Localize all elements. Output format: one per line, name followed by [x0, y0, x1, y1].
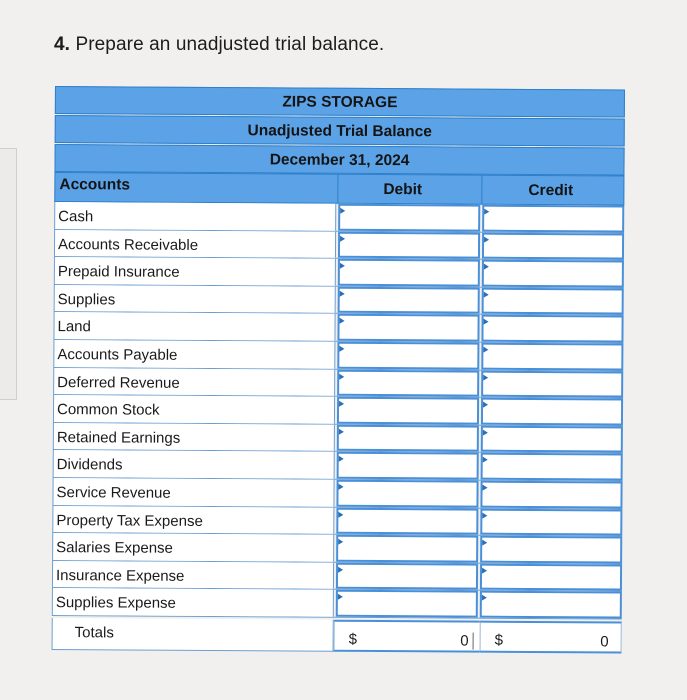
account-name: Insurance Expense [52, 561, 334, 589]
account-row [53, 340, 623, 371]
credit-input[interactable] [480, 481, 622, 508]
credit-input[interactable] [481, 425, 623, 452]
credit-input[interactable] [482, 260, 624, 287]
account-name: Retained Earnings [53, 423, 335, 451]
account-row [53, 395, 623, 426]
account-row [54, 230, 624, 261]
credit-total-currency: $ [494, 631, 504, 649]
account-name: Prepaid Insurance [54, 257, 336, 285]
account-name: Accounts Payable [53, 340, 335, 368]
debit-input[interactable] [338, 231, 480, 258]
accounts-column-header: Accounts [59, 176, 131, 194]
totals-row [52, 618, 622, 653]
credit-input[interactable] [481, 398, 623, 425]
credit-input[interactable] [482, 287, 624, 314]
company-name: ZIPS STORAGE [55, 86, 625, 117]
debit-input[interactable] [337, 369, 479, 396]
debit-input[interactable] [336, 562, 478, 589]
credit-input[interactable] [480, 563, 622, 590]
credit-total-cell [480, 621, 622, 654]
debit-input[interactable] [336, 480, 478, 507]
account-name: Service Revenue [52, 478, 334, 506]
account-row [54, 257, 624, 288]
credit-input[interactable] [481, 315, 623, 342]
account-row [54, 285, 624, 316]
debit-input[interactable] [337, 314, 479, 341]
account-row [54, 202, 624, 233]
statement-date: December 31, 2024 [54, 144, 624, 175]
account-name: Cash [54, 202, 336, 230]
credit-input[interactable] [482, 205, 624, 232]
account-name: Land [53, 312, 335, 340]
debit-input[interactable] [336, 507, 478, 534]
debit-input[interactable] [338, 287, 480, 314]
debit-input[interactable] [337, 397, 479, 424]
debit-input[interactable] [338, 259, 480, 286]
account-row [53, 312, 623, 343]
account-row [53, 368, 623, 399]
statement-title: Unadjusted Trial Balance [55, 115, 625, 146]
left-frame-decoration [0, 148, 17, 400]
credit-input[interactable] [481, 453, 623, 480]
debit-input[interactable] [337, 425, 479, 452]
column-header-row [54, 172, 624, 205]
account-name: Salaries Expense [52, 533, 334, 561]
debit-input[interactable] [336, 535, 478, 562]
question-prompt [54, 34, 384, 56]
totals-label: Totals [52, 618, 334, 652]
credit-total-value: 0 [600, 633, 609, 651]
account-name: Supplies [54, 285, 336, 313]
account-name: Common Stock [53, 395, 335, 423]
credit-input[interactable] [482, 232, 624, 259]
debit-total-value: 0 [460, 633, 473, 650]
debit-input[interactable] [338, 204, 480, 231]
account-row [52, 561, 622, 592]
account-row [52, 478, 622, 509]
debit-input[interactable] [336, 590, 478, 617]
account-rows [52, 202, 625, 619]
debit-total-currency: $ [348, 630, 358, 648]
credit-input[interactable] [480, 508, 622, 535]
debit-column-header: Debit [383, 181, 423, 199]
column-divider [481, 176, 482, 204]
credit-input[interactable] [480, 536, 622, 563]
account-row [52, 588, 622, 619]
column-divider [337, 175, 338, 203]
account-name: Deferred Revenue [53, 368, 335, 396]
account-name: Supplies Expense [52, 588, 334, 616]
credit-column-header: Credit [528, 181, 574, 200]
credit-input[interactable] [481, 370, 623, 397]
account-row [52, 506, 622, 537]
debit-input[interactable] [337, 342, 479, 369]
account-name: Property Tax Expense [52, 506, 334, 534]
account-name: Accounts Receivable [54, 230, 336, 258]
debit-total-cell [334, 620, 480, 653]
account-name: Dividends [53, 450, 335, 478]
question-text: Prepare an unadjusted trial balance. [75, 34, 385, 55]
account-row [53, 450, 623, 481]
debit-input[interactable] [337, 452, 479, 479]
question-number: 4. [54, 34, 71, 55]
account-row [53, 423, 623, 454]
trial-balance-worksheet [44, 86, 629, 655]
credit-input[interactable] [480, 591, 622, 618]
credit-input[interactable] [481, 343, 623, 370]
account-row [52, 533, 622, 564]
